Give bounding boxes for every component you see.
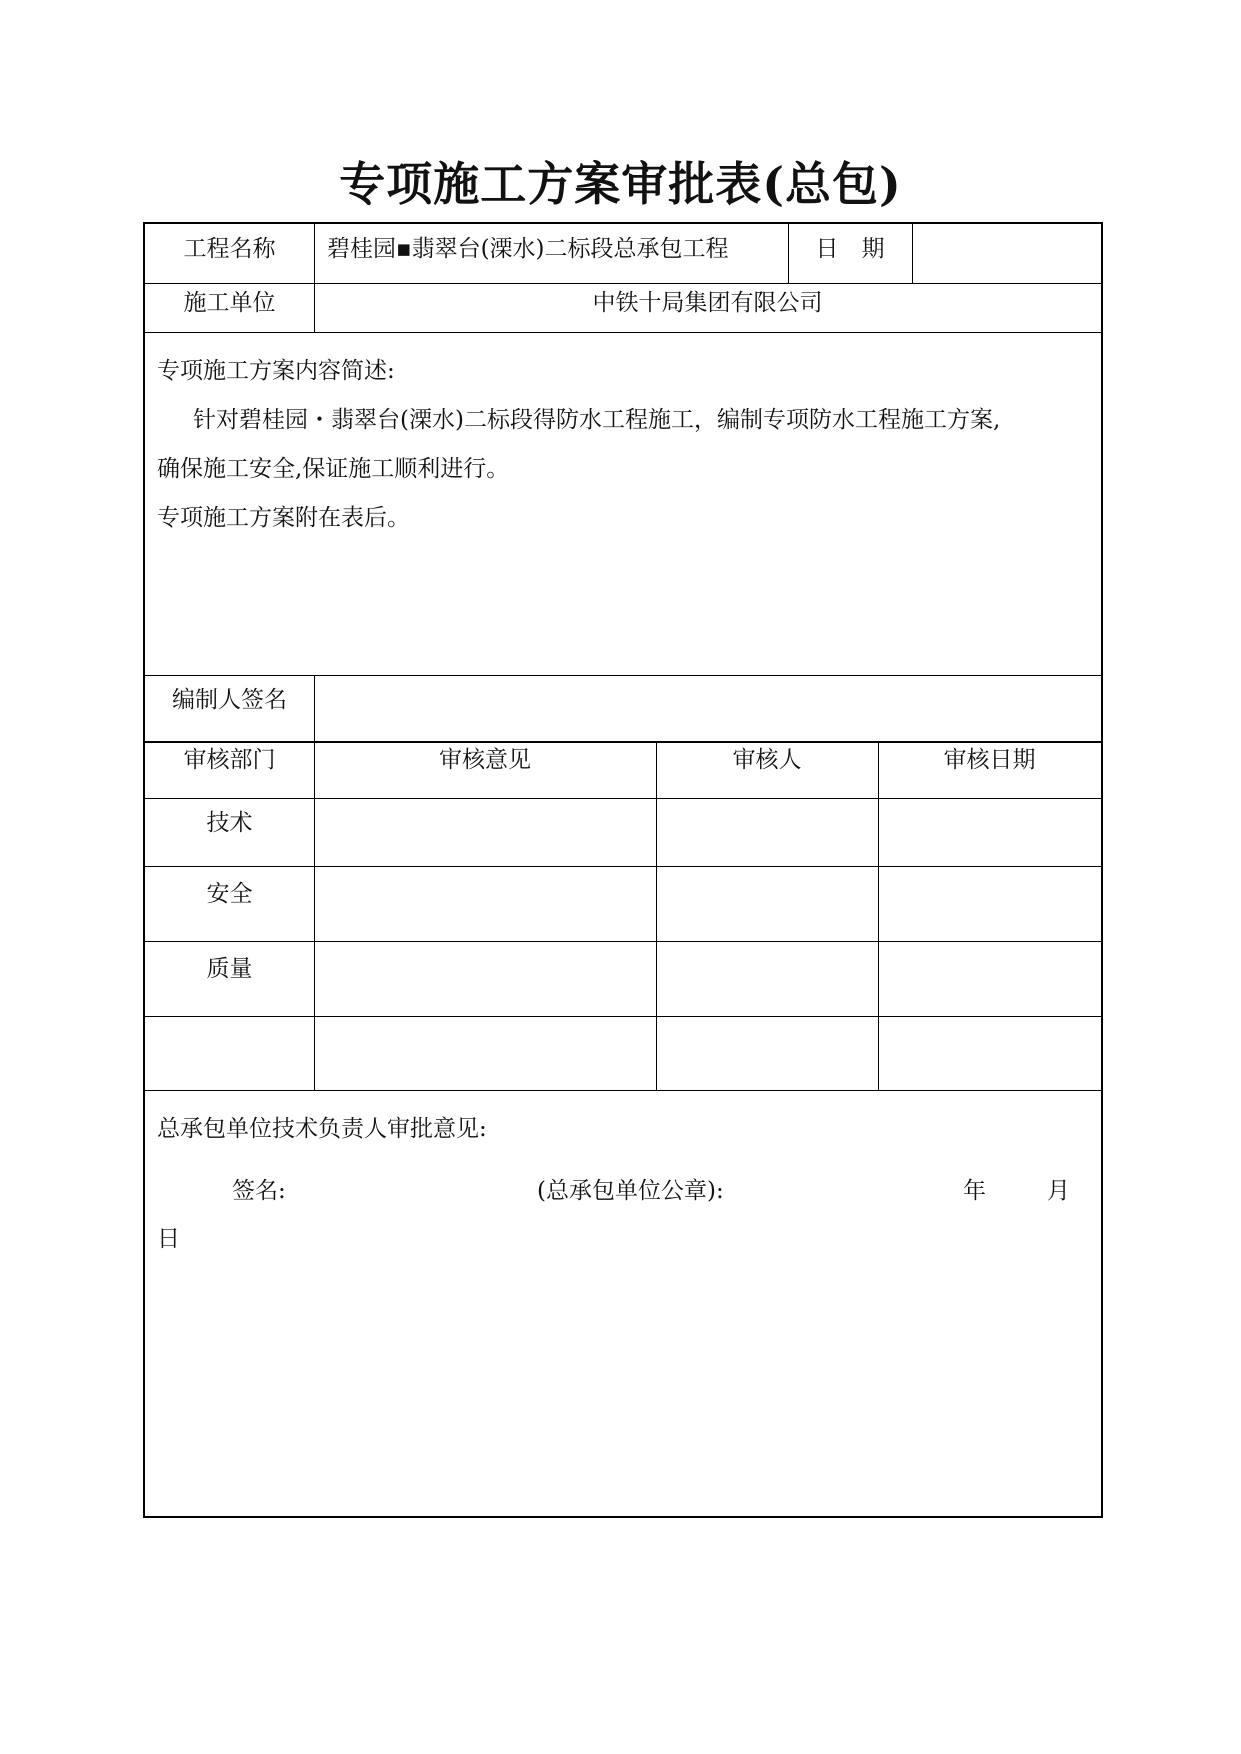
summary-line-1: 针对碧桂园・翡翠台(溧水)二标段得防水工程施工，编制专项防水工程施工方案, bbox=[193, 407, 1001, 433]
review-dept-technical: 技术 bbox=[206, 810, 253, 836]
approval-seal-label: (总承包单位公章): bbox=[537, 1178, 724, 1204]
approval-sign-label: 签名: bbox=[232, 1178, 286, 1204]
approval-year-label: 年 bbox=[963, 1178, 986, 1204]
summary-line-3: 专项施工方案附在表后。 bbox=[157, 505, 410, 531]
review-date-safety[interactable] bbox=[888, 879, 1091, 909]
col-header-opinion: 审核意见 bbox=[439, 747, 531, 773]
approval-form-table bbox=[143, 222, 1103, 1518]
review-opinion-quality[interactable] bbox=[324, 954, 646, 984]
row-divider bbox=[145, 1090, 1101, 1091]
summary-line-2: 确保施工安全,保证施工顺利进行。 bbox=[157, 456, 510, 482]
col-header-dept: 审核部门 bbox=[183, 747, 276, 773]
review-dept-quality: 质量 bbox=[206, 956, 253, 982]
review-reviewer-safety[interactable] bbox=[666, 879, 868, 909]
review-reviewer-quality[interactable] bbox=[666, 954, 868, 984]
review-dept-blank bbox=[145, 1029, 314, 1059]
approval-day-label: 日 bbox=[157, 1226, 180, 1252]
row-divider bbox=[145, 741, 1101, 743]
review-date-blank[interactable] bbox=[888, 1029, 1091, 1059]
date-label: 日 期 bbox=[815, 236, 885, 262]
review-date-technical[interactable] bbox=[888, 808, 1091, 838]
col-divider bbox=[656, 741, 657, 1090]
col-header-reviewer: 审核人 bbox=[732, 747, 802, 773]
row-divider bbox=[145, 675, 1101, 676]
col-header-date: 审核日期 bbox=[943, 747, 1036, 773]
col-divider bbox=[878, 741, 879, 1090]
construction-unit-value: 中铁十局集团有限公司 bbox=[592, 290, 823, 316]
form-title: 专项施工方案审批表(总包) bbox=[339, 157, 902, 211]
compiler-signature-value[interactable] bbox=[327, 685, 1087, 715]
col-divider bbox=[314, 675, 315, 1090]
review-opinion-safety[interactable] bbox=[324, 879, 646, 909]
date-value[interactable] bbox=[925, 234, 1095, 264]
col-divider bbox=[912, 224, 913, 283]
project-name-value: 碧桂园▪翡翠台(溧水)二标段总承包工程 bbox=[327, 236, 729, 262]
row-divider bbox=[145, 866, 1101, 867]
row-divider bbox=[145, 798, 1101, 799]
row-divider bbox=[145, 332, 1101, 333]
approval-heading: 总承包单位技术负责人审批意见: bbox=[157, 1116, 487, 1142]
review-date-quality[interactable] bbox=[888, 954, 1091, 984]
review-reviewer-blank[interactable] bbox=[666, 1029, 868, 1059]
summary-heading: 专项施工方案内容简述: bbox=[157, 358, 395, 384]
review-opinion-blank[interactable] bbox=[324, 1029, 646, 1059]
row-divider bbox=[145, 941, 1101, 942]
row-divider bbox=[145, 1016, 1101, 1017]
approval-month-label: 月 bbox=[1047, 1178, 1070, 1204]
project-name-label: 工程名称 bbox=[183, 236, 276, 262]
review-dept-safety: 安全 bbox=[206, 881, 253, 907]
construction-unit-label: 施工单位 bbox=[183, 290, 276, 316]
row-divider bbox=[145, 283, 1101, 284]
compiler-signature-label: 编制人签名 bbox=[172, 687, 287, 713]
review-reviewer-technical[interactable] bbox=[666, 808, 868, 838]
review-opinion-technical[interactable] bbox=[324, 808, 646, 838]
